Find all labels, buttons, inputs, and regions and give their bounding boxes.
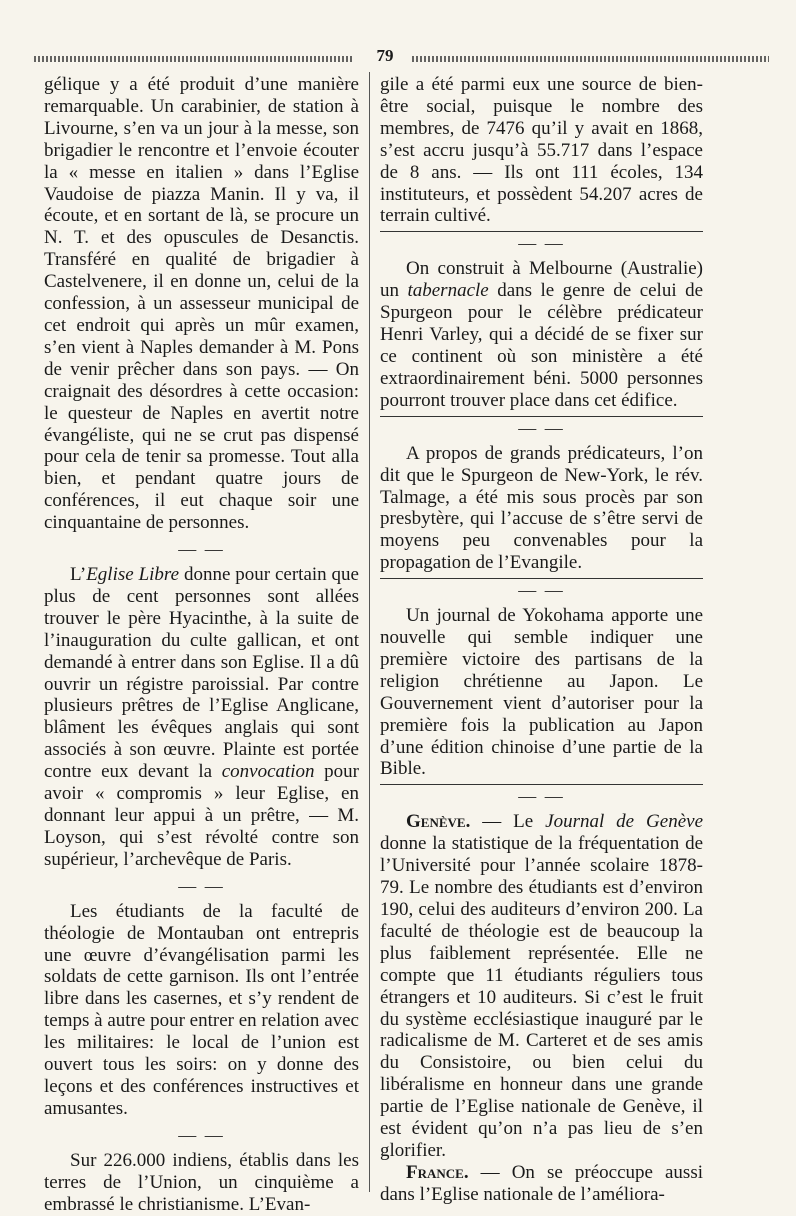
section-heading: France. (406, 1161, 469, 1183)
paragraph: A propos de grands prédicateurs, l’on dit que le Spurgeon de New-York, le rév. Talmage, a été mis sous procès par son presbytère, qui l’accuse de s’être servi de moyens peu convenables pour la propagation de l’Evangile. (380, 442, 703, 574)
right-column (380, 74, 703, 1206)
separator: — — (178, 539, 225, 560)
separator: — — (178, 875, 225, 896)
page-header (34, 46, 769, 70)
column-divider (369, 72, 370, 1192)
section-heading: Genève. (406, 811, 471, 833)
paragraph: Genève. — Le Journal de Genève donne la statistique de la fréquentation de l’Université pour l’année scolaire 1878-79. Le nombre des étudiants est d’environ 190, celui des auditeurs d’environ 200. La faculté de théologie est de beaucoup la plus faiblement représentée. Elle ne compte que 11 étudiants réguliers tous étrangers et 10 auditeurs. Si c’est le fruit du système ecclésiastique inauguré par le radicalisme de M. Carteret et de ses amis du Consistoire, ou bien celui du libéralisme en honneur dans une grande partie de l’Eglise nationale de Genève, il est évident qu’on n’a pas lieu de s’en glorifier. (380, 811, 703, 1161)
separator: — — (380, 231, 703, 254)
separator: — — (380, 578, 703, 601)
separator: — — (178, 1124, 225, 1145)
header-rule-right (412, 56, 769, 62)
separator: — — (380, 784, 703, 807)
left-column (44, 74, 359, 1216)
paragraph: Les étudiants de la faculté de théologie de Montauban ont entrepris une œuvre d’évangélisation parmi les soldats de cette garnison. Ils ont l’entrée libre dans les casernes, et s’y rendent de temps à autre pour entrer en relation avec les militaires: le local de l’union est ouvert tous les soirs: on y donne des leçons et des conférences instructives et amusantes. (44, 900, 359, 1119)
separator: — — (380, 416, 703, 439)
paragraph: On construit à Melbourne (Australie) un tabernacle dans le genre de celui de Spurgeon pour le célèbre prédicateur Henri Varley, qui a décidé de se fixer sur ce continent où son ministère a été extraordinairement béni. 5000 personnes pourront trouver place dans cet édifice. (380, 258, 704, 411)
paragraph: France. — On se préoccupe aussi dans l’Eglise nationale de l’améliora- (380, 1161, 703, 1205)
paragraph: Un journal de Yokohama apporte une nouvelle qui semble indiquer une première victoire des partisans de la religion chrétienne au Japon. Le Gouvernement vient d’autoriser pour la première fois la publication au Japon d’une édition chinoise d’une partie de la Bible. (380, 605, 703, 780)
paragraph: gile a été parmi eux une source de bien-être social, puisque le nombre des membres, de 7476 qu’il y avait en 1868, s’est accru jusqu’à 55.717 dans l’espace de 8 ans. — Ils ont 111 écoles, 134 instituteurs, et possèdent 54.207 acres de terrain cultivé. (380, 74, 703, 227)
paragraph: L’Eglise Libre donne pour certain que plus de cent personnes sont allées trouver le père Hyacinthe, à la suite de l’inauguration du culte gallican, et ont demandé à entrer dans son Eglise. Il a dû ouvrir un régistre paroissial. Par contre plusieurs prêtres de l’Eglise Anglicane, blâment les évêques anglais qui sont associés à son œuvre. Plainte est portée contre eux devant la convocation pour avoir « compromis » leur Eglise, en donnant leur appui à un prêtre, — M. Loyson, qui s’est révolté contre son supérieur, l’archevêque de Paris. (44, 564, 359, 870)
paragraph: Sur 226.000 indiens, établis dans les terres de l’Union, un cinquième a embrassé le christianisme. L’Evan- (44, 1149, 359, 1215)
paragraph: gélique y a été produit d’une manière remarquable. Un carabinier, de station à Livourne, s’en va un jour à la messe, son brigadier le rencontre et l’envoie écouter la « messe en italien » dans l’Eglise Vaudoise de piazza Manin. Il y va, il écoute, et en sortant de là, se procure un N. T. et des opuscules de Desanctis. Transféré en qualité de brigadier à Castelvenere, il en donne un, celui de la confession, à un assesseur municipal de cet endroit qui après un mûr examen, s’en vient à Naples demander à M. Pons de venir prêcher dans son pays. — On craignait des désordres à cette occasion: le questeur de Naples en avertit notre évangéliste, qui ne se crut pas dispensé pour cela de tenir sa promesse. Tout alla bien, et pendant quatre jours de conférences, il eut chaque soir une cinquantaine de personnes. (44, 74, 359, 534)
header-rule-left (34, 56, 354, 62)
page-number: 79 (376, 46, 394, 65)
